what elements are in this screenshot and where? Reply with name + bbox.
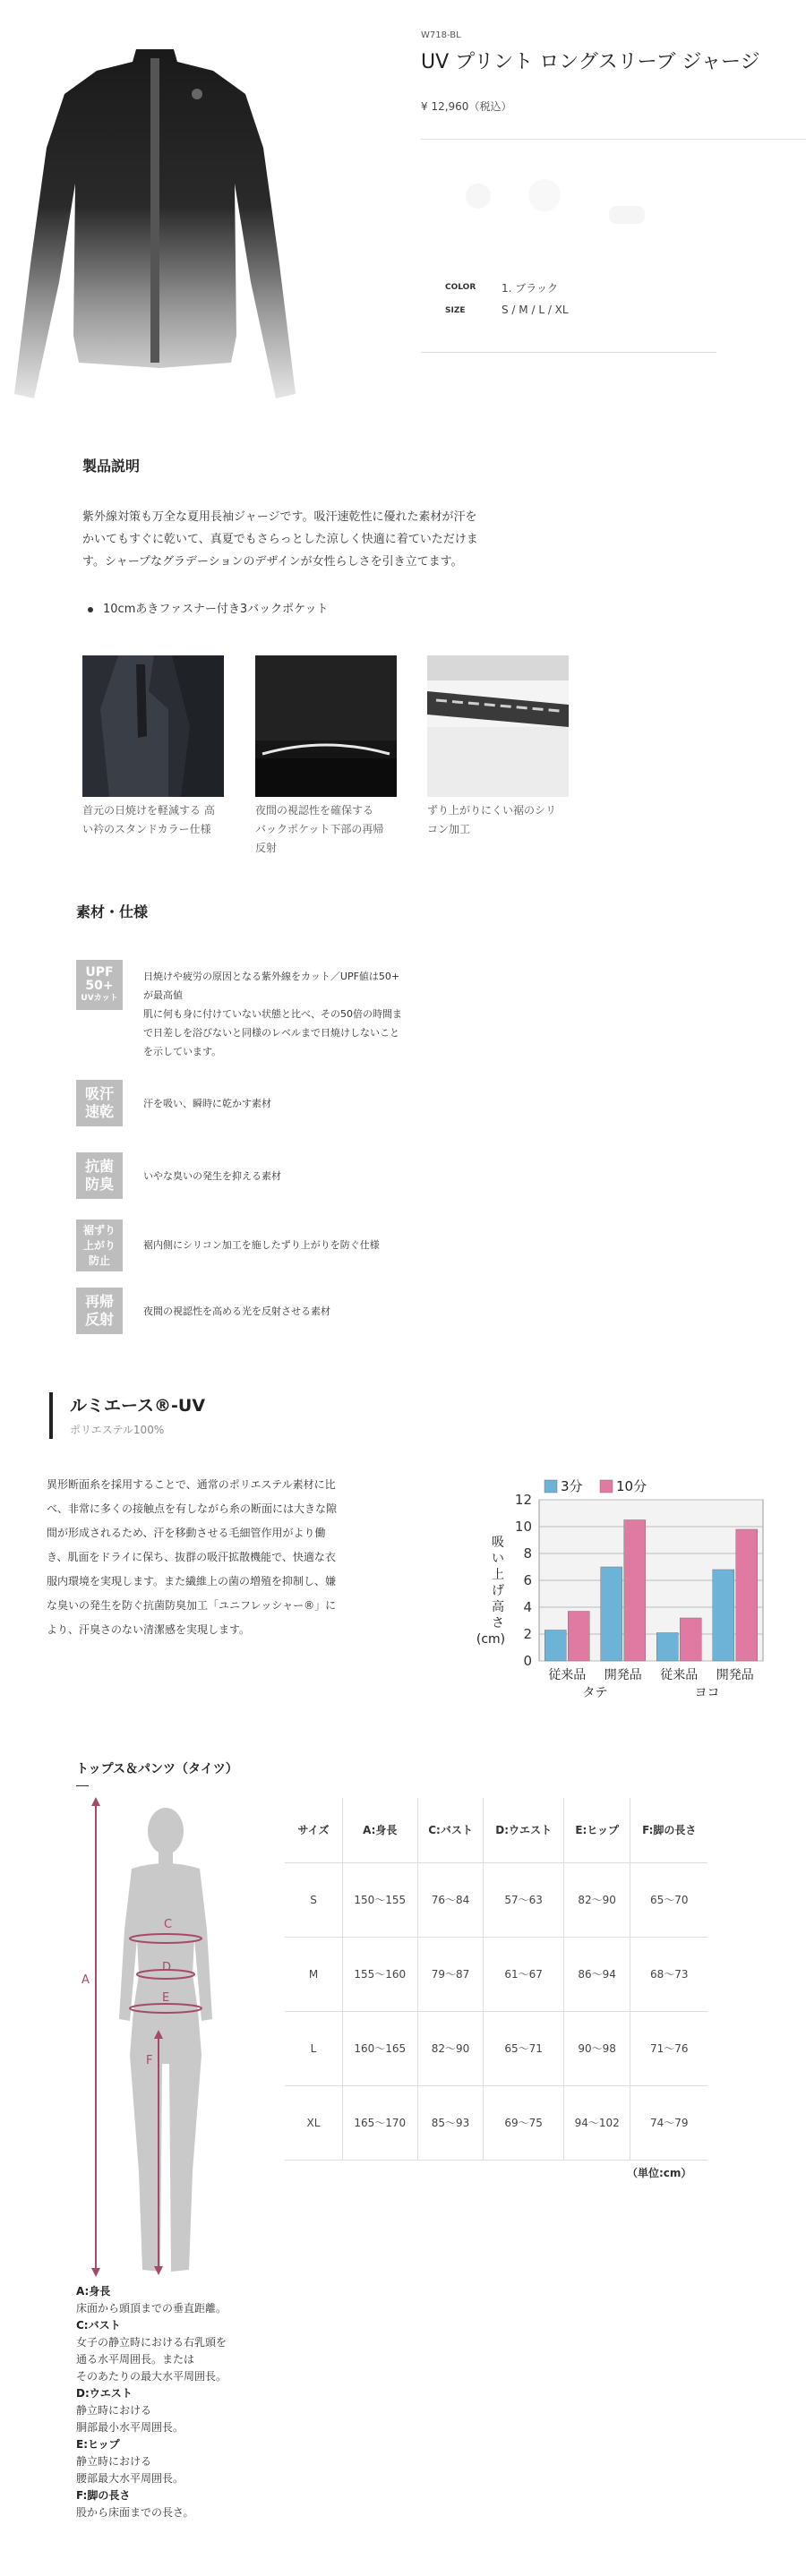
col-header: F:脚の長さ [630,1798,707,1863]
y-tick-label: 4 [523,1599,532,1615]
chart-bar-ten-min [736,1529,758,1661]
legend-head: C:バスト [76,2319,121,2332]
feature-photo-silicone [427,655,569,797]
y-axis-label: (cm) [476,1632,506,1647]
chart-bar-three-min [713,1570,734,1661]
table-row [285,2086,707,2161]
legend-swatch [544,1480,557,1493]
feature-caption-silicone: ずり上がりにくい裾のシリ コン加工 [427,804,557,835]
y-axis-label: い [492,1552,504,1566]
table-cell: 90〜98 [563,2012,630,2086]
col-header: E:ヒップ [563,1798,630,1863]
badge-quick-dry: 吸汗 速乾 [76,1080,123,1126]
col-header: D:ウエスト [484,1798,563,1863]
col-header: サイズ [285,1798,343,1863]
material-upf-text: 日焼けや疲労の原因となる紫外線をカット／UPF値は50+ が最高値 肌に何も身に付けていない状態と比べ、その50倍の時間ま で日差しを浴びないと同様のレベルまで日焼けしないこと を示しています。 [143,971,402,1057]
legend-label: 10分 [616,1478,647,1494]
product-price: ¥ 12,960（税込） [421,100,512,113]
badge-antibacterial: 抗菌 防臭 [76,1152,123,1199]
table-cell: L [285,2012,343,2086]
x-group-label: タテ [582,1686,608,1700]
figure-letter-a: A [81,1973,90,1987]
badge-anti-rideup: 裾ずり 上がり 防止 [76,1220,123,1271]
chart-bar-three-min [601,1567,622,1661]
product-sku: W718-BL [421,30,461,40]
measurement-legend: A:身長 床面から頭頂までの垂直距離。 C:バスト 女子の静立時における右乳頭を 通る水平周囲長。または そのあたりの最大水平周囲長。 D:ウエスト 静立時における 胴部最小水平周囲長。 E:ヒップ 静立時における 腰部最大水平周囲長。 F:脚の長さ 股から床面までの長さ。 [76,2283,345,2521]
y-tick-label: 6 [523,1572,532,1588]
table-cell: 69〜75 [484,2086,563,2161]
legend-head: D:ウエスト [76,2387,133,2400]
material-anti-rideup-text: 裾内側にシリコン加工を施したずり上がりを防ぐ仕様 [143,1239,380,1251]
table-cell: 74〜79 [630,2086,707,2161]
feature-caption-collar: 首元の日焼けを軽減する 高 い衿のスタンドカラー仕様 [82,804,215,835]
x-tick-label: 従来品 [548,1668,587,1682]
chart-bar-three-min [656,1633,678,1662]
materials-title: 素材・仕様 [76,903,149,920]
y-axis-label: 吸 [492,1536,504,1550]
lumiace-subtitle: ポリエステル100% [70,1424,165,1436]
legend-swatch [600,1480,613,1493]
y-tick-label: 2 [523,1626,532,1642]
y-tick-label: 8 [523,1545,532,1562]
y-axis-label: 上 [492,1568,504,1582]
table-cell: M [285,1938,343,2012]
table-row [285,1863,707,1938]
x-tick-label: 開発品 [716,1668,754,1682]
table-row [285,2012,707,2086]
y-axis-label: げ [492,1584,504,1598]
size-table-header [285,1798,707,1863]
figure-letter-f: F [146,2054,153,2067]
table-cell: XL [285,2086,343,2161]
table-cell: 155〜160 [343,1938,418,2012]
bullet-dot [88,607,93,612]
body-figure [76,1795,228,2283]
material-reflective-text: 夜間の視認性を高める光を反射させる素材 [143,1305,330,1317]
material-antibacterial-text: いやな臭いの発生を抑える素材 [143,1170,281,1182]
table-cell: 79〜87 [417,1938,484,2012]
size-value[interactable]: S / M / L / XL [502,304,569,316]
table-cell: 82〜90 [417,2012,484,2086]
product-title: UV プリント ロングスリーブ ジャージ [421,51,760,73]
chart-bar-three-min [544,1630,566,1662]
col-header: A:身長 [343,1798,418,1863]
y-axis-label: さ [492,1616,504,1630]
table-cell: S [285,1863,343,1938]
description-bullet: 10cmあきファスナー付き3バックポケット [103,603,329,616]
jersey-image [11,40,299,415]
y-tick-label: 0 [523,1653,532,1669]
size-table [285,1798,707,2161]
color-label: COLOR [445,283,476,292]
chart-bar-ten-min [624,1520,646,1662]
y-tick-label: 10 [514,1519,532,1535]
table-row [285,1938,707,2012]
lumiace-body: 異形断面糸を採用することで、通常のポリエステル素材に比 べ、非常に多くの接触点を有しながら糸の断面には大きな隙 間が形成されるため、汗を移動させる毛細管作用がより働 き、肌面をドライに保ち、抜群の吸汗拡散機能で、快適な衣 服内環境を実現します。また繊維上の菌の増殖を抑制し、嫌 な臭いの発生を防ぐ抗菌防臭加工「ユニフレッシャー®」に より、汗臭さのない清潔感を実現します。 [47,1478,338,1636]
description-title: 製品説明 [82,458,141,475]
table-cell: 85〜93 [417,2086,484,2161]
size-unit-note: （単位:cm） [627,2167,692,2179]
table-cell: 160〜165 [343,2012,418,2086]
table-cell: 61〜67 [484,1938,563,2012]
feature-caption-reflective: 夜間の視認性を確保する バックポケット下部の再帰 反射 [255,804,384,854]
x-tick-label: 従来品 [660,1668,699,1682]
size-label: SIZE [445,306,466,315]
description-body: 紫外線対策も万全な夏用長袖ジャージです。吸汗速乾性に優れた素材が汗を かいてもすぐに乾いて、真夏でもさらっとした涼しく快適に着ていただけま す。シャープなグラデーションのデザインが女性らしさを引き立てます。 [82,510,478,569]
table-cell: 94〜102 [563,2086,630,2161]
body-silhouette [119,1808,212,2272]
legend-head: F:脚の長さ [76,2489,131,2502]
x-tick-label: 開発品 [604,1668,642,1682]
table-cell: 86〜94 [563,1938,630,2012]
table-cell: 57〜63 [484,1863,563,1938]
chart-bar-ten-min [680,1618,701,1661]
y-tick-label: 12 [514,1492,532,1508]
table-cell: 165〜170 [343,2086,418,2161]
figure-letter-e: E [162,1991,170,2005]
badge-reflective: 再帰 反射 [76,1288,123,1334]
y-axis-label: 高 [492,1600,504,1614]
material-quick-dry-text: 汗を吸い、瞬時に乾かす素材 [143,1098,271,1109]
x-group-label: ヨコ [694,1686,720,1700]
table-cell: 65〜70 [630,1863,707,1938]
legend-head: E:ヒップ [76,2438,120,2451]
feature-photo-reflective [255,655,397,797]
table-cell: 150〜155 [343,1863,418,1938]
legend-head: A:身長 [76,2285,111,2298]
figure-letter-d: D [162,1961,172,1974]
section-accent-bar [49,1392,53,1439]
feature-photo-collar [82,655,224,797]
table-cell: 68〜73 [630,1938,707,2012]
size-chart-title: トップス＆パンツ（タイツ） [76,1762,238,1776]
col-header: C:バスト [417,1798,484,1863]
legend-label: 3分 [561,1478,583,1494]
table-cell: 76〜84 [417,1863,484,1938]
wicking-chart [466,1473,779,1715]
badge-upf: UPF 50+ UVカット [76,960,123,1010]
chart-bar-ten-min [568,1612,589,1662]
table-cell: 82〜90 [563,1863,630,1938]
table-cell: 71〜76 [630,2012,707,2086]
lumiace-title: ルミエース®-UV [70,1396,206,1416]
table-cell: 65〜71 [484,2012,563,2086]
figure-letter-c: C [164,1918,173,1931]
color-value[interactable]: 1. ブラック [502,282,559,295]
